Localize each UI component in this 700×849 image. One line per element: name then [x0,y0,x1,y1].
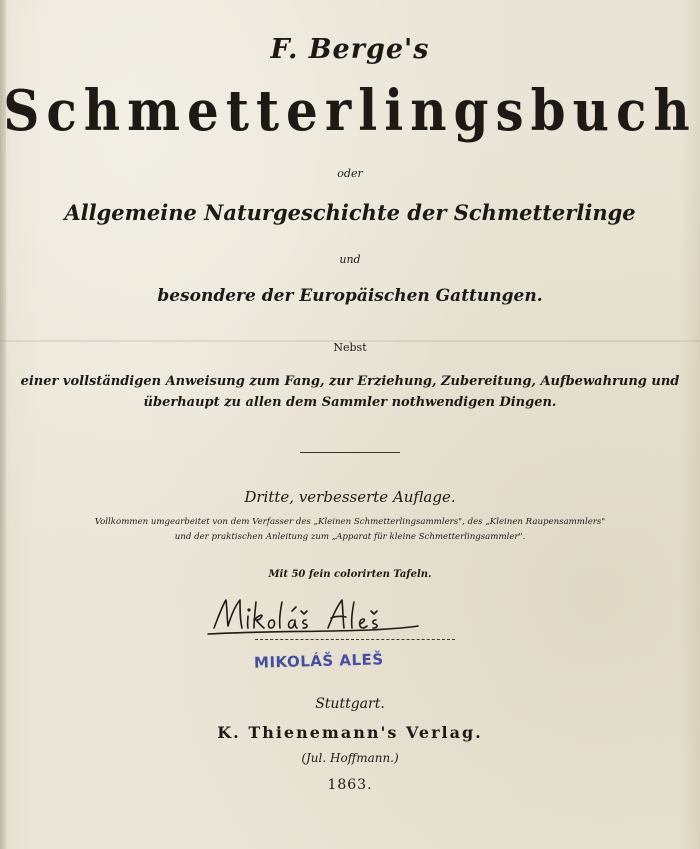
reworked-note-line-2: und der praktischen Anleitung zum „Apparat für kleine Schmetterlingsammler". [174,532,526,542]
reworked-note-line-1: Vollkommen umgearbeitet von dem Verfasser des „Kleinen Schmetterlingsammlers", des „Kleinen Raupensammlers" [94,517,606,527]
edition-statement: Dritte, verbesserte Auflage. [244,488,456,506]
publisher-owner: (Jul. Hoffmann.) [301,751,399,765]
connector-oder: oder [337,167,363,180]
publication-year: 1863. [327,777,373,793]
instructions-line-2: überhaupt zu allen dem Sammler nothwendigen Dingen. [143,395,557,410]
connector-nebst: Nebst [333,341,367,354]
subtitle-european: besondere der Europäischen Gattungen. [157,286,543,306]
connector-und: und [339,253,361,266]
signature-underline [255,639,455,640]
publication-city: Stuttgart. [315,696,385,712]
divider-rule [300,452,400,453]
owner-stamp: MIKOLÁŠ ALEŠ [253,650,384,672]
publisher-name: K. Thienemann's Verlag. [217,723,483,742]
book-title: Schmetterlingsbuch [3,77,697,144]
author-name: F. Berge's [270,34,430,65]
plates-note: Mit 50 fein colorirten Tafeln. [268,569,432,580]
handwritten-signature [200,592,440,640]
subtitle-general: Allgemeine Naturgeschichte der Schmetterlinge [64,200,636,225]
instructions-line-1: einer vollständigen Anweisung zum Fang, zur Erziehung, Zubereitung, Aufbewahrung und [20,374,680,389]
